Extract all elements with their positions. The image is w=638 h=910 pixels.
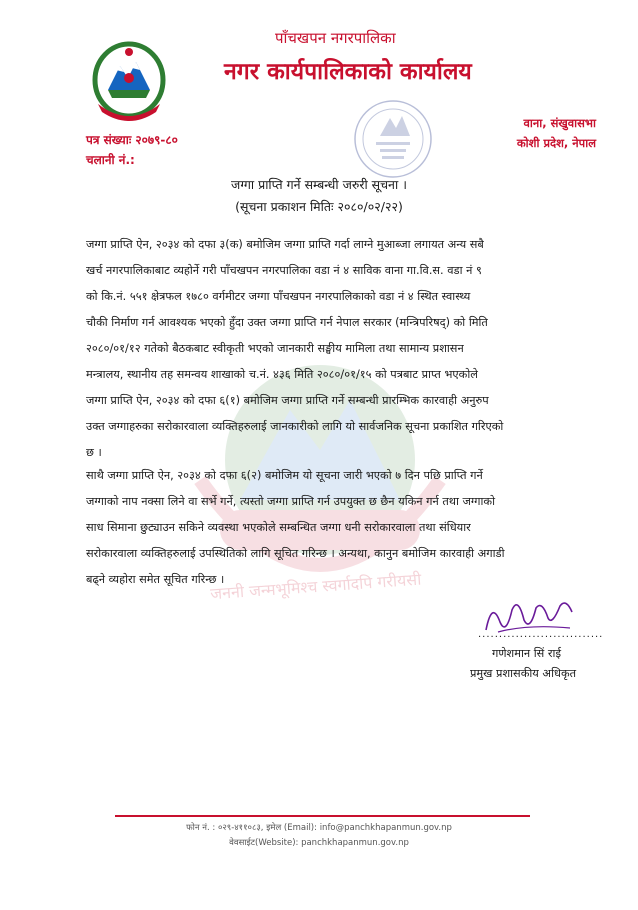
footer-contact: फोन नं. : ०२९-४११०८३, इमेल (Email): info@panchkhapanmun.gov.np [186, 823, 452, 833]
office-stamp [350, 96, 436, 182]
municipality-name: पाँचखपन नगरपालिका [275, 29, 396, 47]
nepal-emblem-logo [88, 38, 170, 128]
signatory-designation: प्रमुख प्रशासकीय अधिकृत [470, 667, 577, 680]
paragraph-line: साथै जग्गा प्राप्ति ऐन, २०३४ को दफा ६(२) बमोजिम यो सूचना जारी भएको ७ दिन पछि प्राप्ति गर्ने [86, 469, 483, 482]
footer-divider [115, 815, 530, 817]
paragraph-line: सरोकारवाला व्यक्तिहरुलाई उपस्थितिको लागि सूचित गरिन्छ । अन्यथा, कानुन बमोजिम कारवाही अगाडी [86, 547, 505, 560]
body-paragraph-1 [86, 232, 586, 466]
paragraph-line: जग्गा प्राप्ति ऐन, २०३४ को दफा ३(क) बमोजिम जग्गा प्राप्ति गर्दा लाग्ने मुआब्जा लगायत अन्य सबै [86, 238, 484, 251]
paragraph-line: को कि.नं. ५५१ क्षेत्रफल १७८० वर्गमीटर जग्गा पाँचखपन नगरपालिकाको वडा नं ४ स्थित स्वास्थ्य [86, 290, 471, 303]
paragraph-line: २०८०/०१/१२ गतेको बैठकबाट स्वीकृती भएको जानकारी सङ्घीय मामिला तथा सामान्य प्रशासन [86, 342, 464, 355]
watermark-motto: जननी जन्मभूमिश्च स्वर्गादपि गरीयसी [209, 569, 422, 604]
paragraph-line: खर्च नगरपालिकाबाट व्यहोर्ने गरी पाँचखपन नगरपालिका वडा नं ४ साविक वाना गा.वि.स. वडा नं ९ [86, 264, 482, 277]
publish-date: (सूचना प्रकाशन मितिः २०८०/०२/२२) [235, 199, 403, 214]
office-name: नगर कार्यपालिकाको कार्यालय [224, 59, 472, 85]
notice-title: जग्गा प्राप्ति गर्ने सम्बन्धी जरुरी सूचना । [231, 177, 407, 192]
paragraph-line: बढ्ने व्यहोरा समेत सूचित गरिन्छ । [86, 573, 225, 586]
dispatch-number: चलानी नं.: [86, 153, 135, 167]
paragraph-line: जग्गाको नाप नक्सा लिने वा सर्भे गर्ने, त्यस्तो जग्गा प्राप्ति गर्न उपयुक्त छ छैन यकिन गर्न तथा जग्गाको [86, 495, 495, 508]
paragraph-line: साध सिमाना छुट्याउन सकिने व्यवस्था भएकोले सम्बन्धित जग्गा धनी सरोकारवाला तथा संधियार [86, 521, 471, 534]
footer-website: वेवसाईट(Website): panchkhapanmun.gov.np [229, 838, 409, 848]
body-paragraph-2 [86, 463, 586, 593]
paragraph-line: जग्गा प्राप्ति ऐन, २०३४ को दफा ६(१) बमोजिम जग्गा प्राप्ति गर्ने सम्बन्धी प्रारम्भिक कारवाही अनुरुप [86, 394, 489, 407]
address-line-1: वाना, संखुवासभा [523, 116, 596, 130]
letter-number: पत्र संख्याः २०७९-८० [86, 133, 178, 147]
signature-dots: .............................. [478, 629, 604, 640]
signatory-name: गणेशमान सिं राई [492, 647, 561, 660]
paragraph-line: उक्त जग्गाहरुका सरोकारवाला व्यक्तिहरुलाई जानकारीको लागि यो सार्वजनिक सूचना प्रकाशित गरिएको [86, 420, 504, 433]
paragraph-line: छ । [86, 446, 102, 459]
address-line-2: कोशी प्रदेश, नेपाल [516, 136, 596, 150]
paragraph-line: चौकी निर्माण गर्न आवश्यक भएको हुँदा उक्त जग्गा प्राप्ति गर्न नेपाल सरकार (मन्त्रिपरिषद्) को मिति [86, 316, 488, 329]
paragraph-line: मन्त्रालय, स्थानीय तह समन्वय शाखाको च.नं. ४३६ मिति २०८०/०१/१५ को पत्रबाट प्राप्त भएकोले [86, 368, 478, 381]
